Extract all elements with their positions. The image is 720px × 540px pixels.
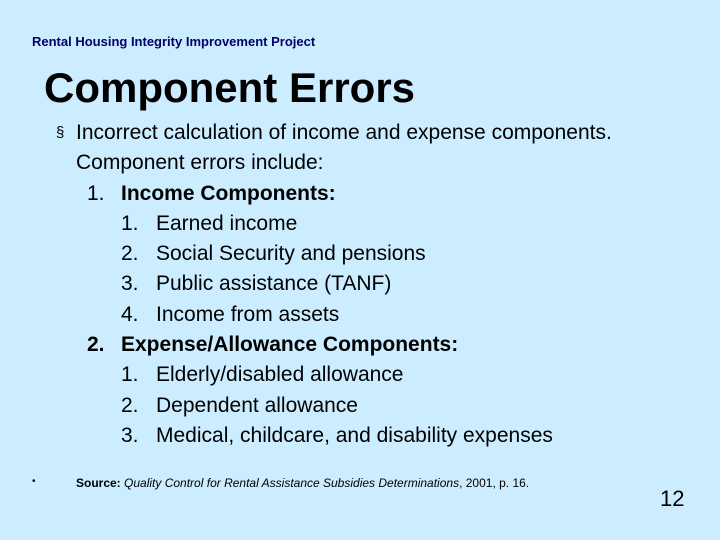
item-text: Dependent allowance [156, 393, 358, 417]
item-number: 4. [121, 302, 139, 326]
list-item [0, 239, 720, 269]
slide-body [0, 118, 720, 451]
page-number: 12 [660, 486, 685, 511]
source-details: , 2001, p. 16. [459, 476, 530, 490]
source-title: Quality Control for Rental Assistance Subsidies Determinations [124, 476, 460, 490]
group-number: 2. [87, 333, 105, 357]
list-item [0, 421, 720, 451]
item-number: 2. [121, 393, 139, 417]
item-text: Medical, childcare, and disability expenses [156, 423, 553, 447]
item-number: 3. [121, 423, 139, 447]
source-label: Source: [76, 476, 121, 490]
slide-title: Component Errors [44, 64, 416, 111]
source-text [76, 476, 529, 490]
square-bullet-icon: § [56, 124, 65, 141]
item-text: Public assistance (TANF) [156, 272, 392, 296]
header-label: Rental Housing Integrity Improvement Project [32, 34, 316, 49]
group-number: 1. [87, 181, 105, 205]
group-heading-expense [0, 330, 720, 360]
list-item [0, 391, 720, 421]
intro-row-continued [0, 148, 720, 178]
list-item [0, 209, 720, 239]
item-text: Income from assets [156, 302, 340, 326]
item-text: Social Security and pensions [156, 242, 426, 266]
list-item [0, 360, 720, 390]
group-label: Expense/Allowance Components: [121, 333, 459, 357]
item-text: Earned income [156, 211, 298, 235]
intro-line-1: Incorrect calculation of income and expense components. [76, 121, 612, 144]
item-number: 1. [121, 211, 139, 235]
round-bullet-icon: • [32, 476, 36, 487]
group-heading-income [0, 179, 720, 209]
intro-row [0, 118, 720, 148]
list-item [0, 300, 720, 330]
item-number: 3. [121, 272, 139, 296]
group-label: Income Components: [121, 181, 336, 205]
list-item [0, 269, 720, 299]
item-text: Elderly/disabled allowance [156, 363, 404, 387]
intro-line-2: Component errors include: [76, 151, 324, 175]
item-number: 1. [121, 363, 139, 387]
item-number: 2. [121, 242, 139, 266]
